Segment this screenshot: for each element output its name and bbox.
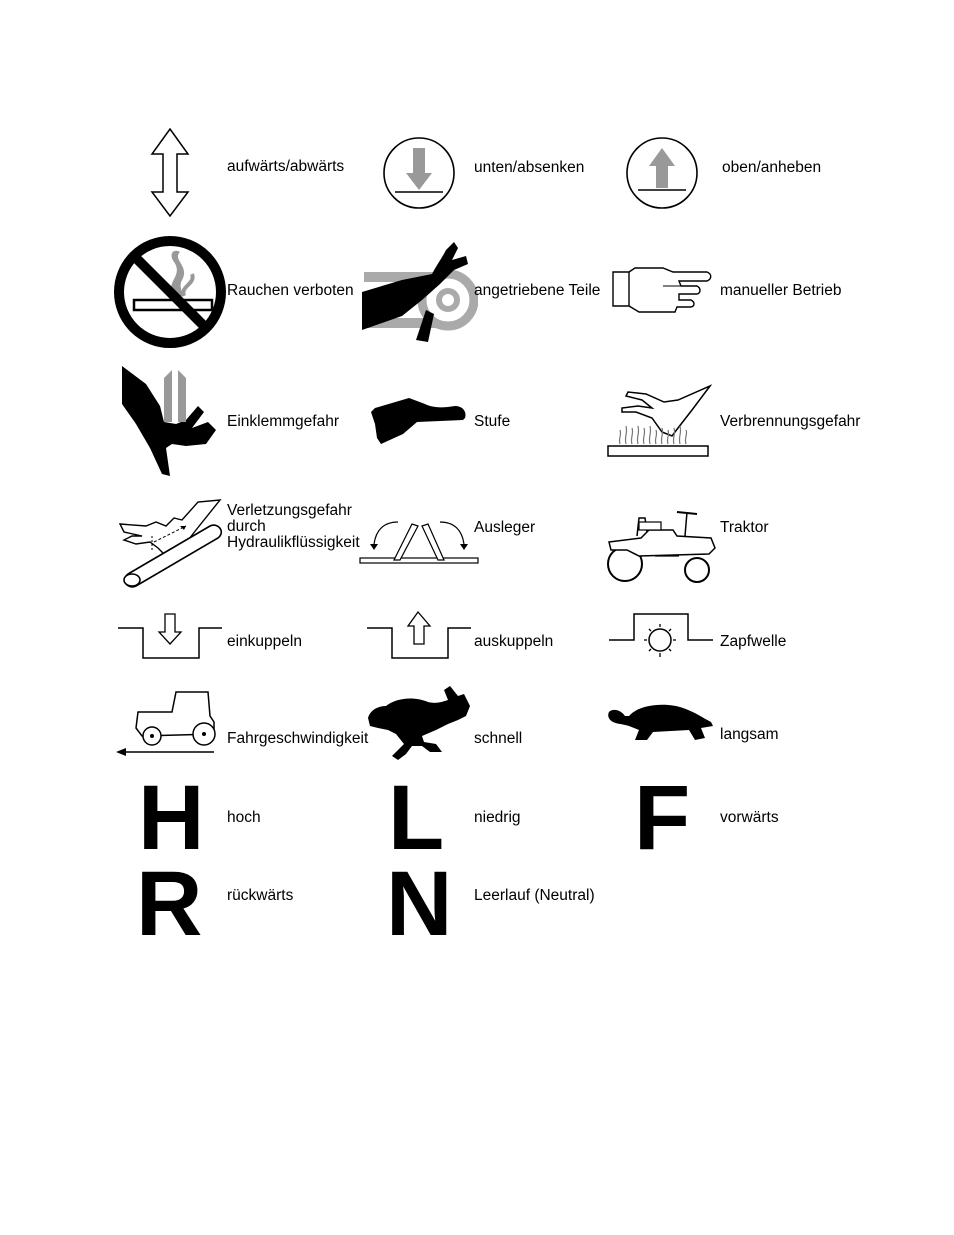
label-lower: unten/absenken: [474, 159, 585, 176]
letter-reverse: R: [136, 853, 203, 955]
belt-entanglement-icon: [362, 240, 478, 344]
no-smoking-icon: [112, 234, 228, 350]
tractor-icon: [605, 502, 719, 584]
arrow-up-circle-icon: [625, 136, 699, 210]
label-crushing-hazard: Einklemmgefahr: [227, 413, 339, 430]
label-low: niedrig: [474, 809, 521, 826]
label-hydraulic-line3: Hydraulikflüssigkeit: [227, 534, 360, 551]
label-high: hoch: [227, 809, 261, 826]
letter-low: L: [388, 767, 445, 869]
hydraulic-injection-icon: [116, 496, 226, 590]
label-burn-hazard: Verbrennungsgefahr: [720, 413, 861, 430]
label-neutral: Leerlauf (Neutral): [474, 887, 595, 904]
label-forward: vorwärts: [720, 809, 779, 826]
label-ground-speed: Fahrgeschwindigkeit: [227, 730, 369, 747]
label-raise: oben/anheben: [722, 159, 822, 176]
shoe-icon: [369, 394, 467, 446]
crush-hand-icon: [120, 364, 220, 478]
engage-icon: [117, 612, 223, 660]
letter-high: H: [138, 767, 205, 869]
label-manual-operation: manueller Betrieb: [720, 282, 842, 299]
rabbit-icon: [366, 682, 470, 762]
boom-icon: [358, 518, 480, 566]
label-tractor: Traktor: [720, 519, 769, 536]
hot-surface-hand-icon: [606, 382, 716, 460]
pointing-hand-icon: [611, 266, 713, 316]
turtle-icon: [607, 700, 715, 744]
label-reverse: rückwärts: [227, 887, 294, 904]
pto-icon: [608, 610, 714, 662]
label-boom: Ausleger: [474, 519, 536, 536]
label-fast: schnell: [474, 730, 523, 747]
label-hydraulic-line1: Verletzungsgefahr: [227, 502, 352, 519]
letter-neutral: N: [386, 853, 453, 955]
label-no-smoking: Rauchen verboten: [227, 282, 354, 299]
letter-forward: F: [634, 767, 691, 869]
label-moving-parts: angetriebene Teile: [474, 282, 601, 299]
double-arrow-icon: [150, 128, 190, 218]
label-pto: Zapfwelle: [720, 633, 787, 650]
label-slow: langsam: [720, 726, 779, 743]
label-step: Stufe: [474, 413, 511, 430]
ground-speed-icon: [114, 688, 216, 758]
label-disengage: auskuppeln: [474, 633, 554, 650]
label-engage: einkuppeln: [227, 633, 302, 650]
arrow-down-circle-icon: [382, 136, 456, 210]
label-up-down: aufwärts/abwärts: [227, 158, 345, 175]
disengage-icon: [366, 610, 472, 660]
label-hydraulic-line2: durch: [227, 518, 266, 535]
